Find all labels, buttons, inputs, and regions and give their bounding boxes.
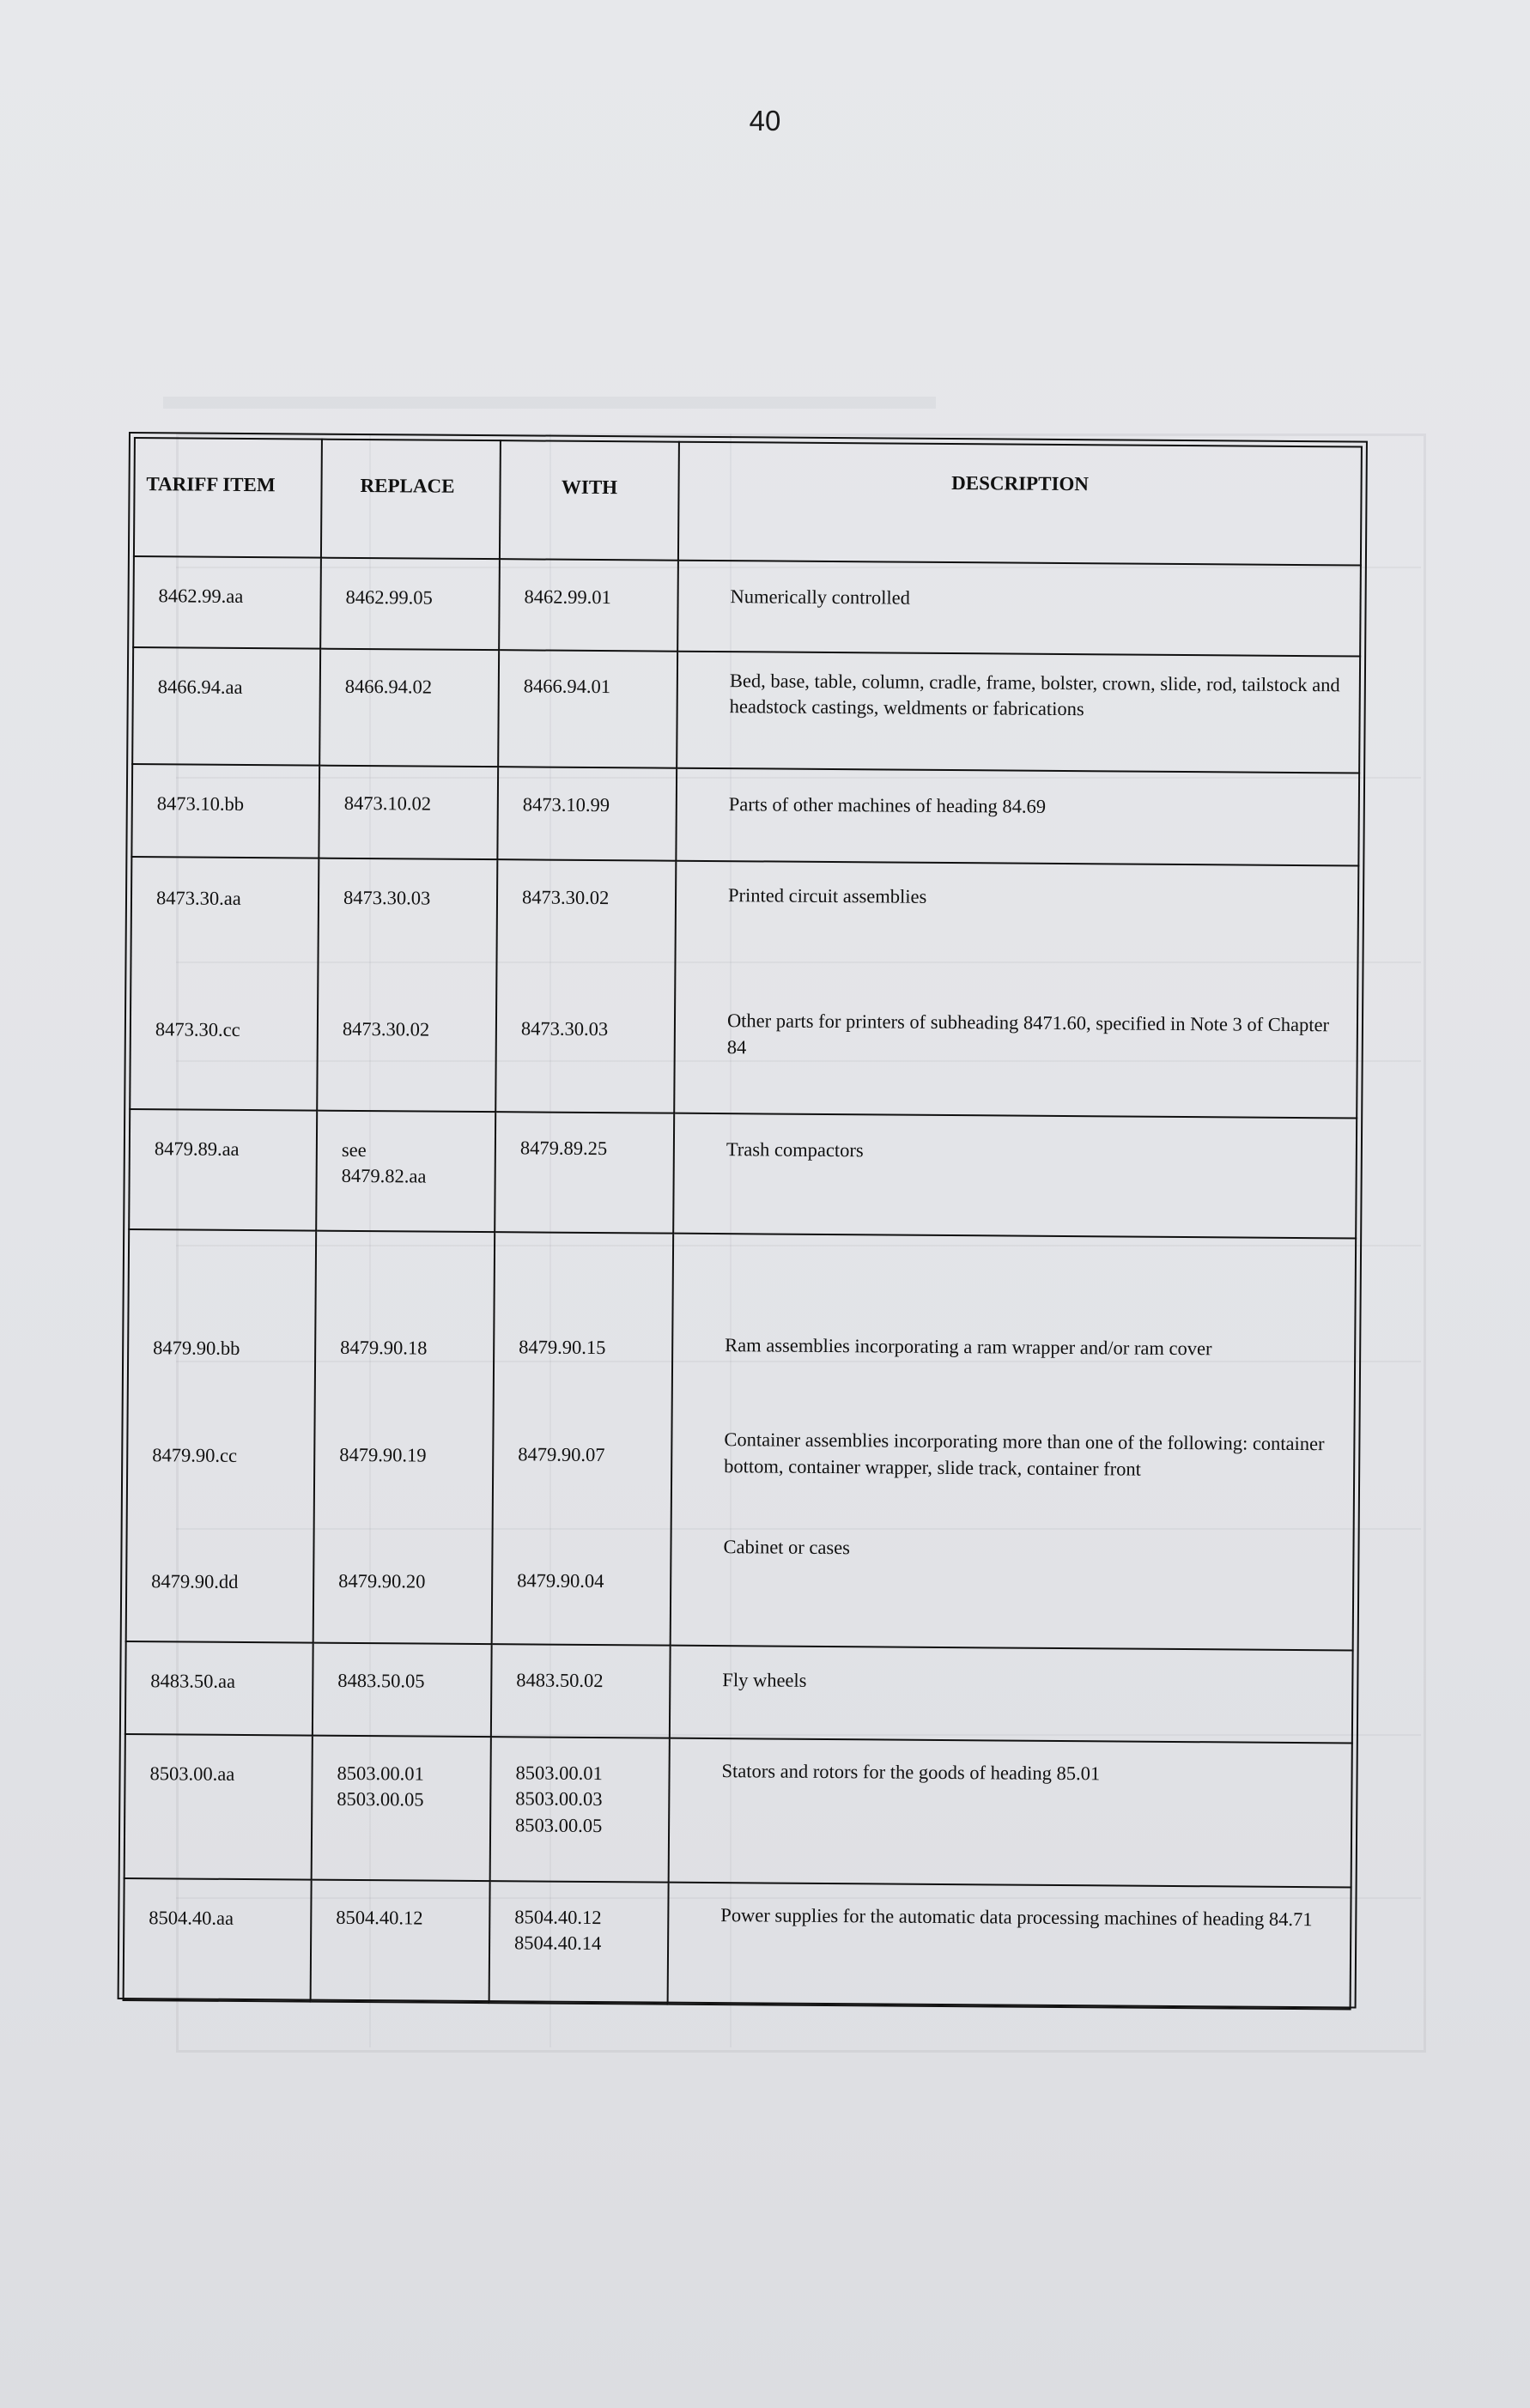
replace-cell: 8504.40.12 [311, 1880, 490, 2004]
header-tariff-item: TARIFF ITEM [134, 438, 322, 558]
tariff-item-cell: 8479.89.aa [129, 1109, 317, 1231]
description-cell: Fly wheels [670, 1646, 1353, 1744]
table-row [124, 1878, 1351, 2009]
table-row [129, 1109, 1357, 1238]
with-cell: 8479.89.25 [495, 1112, 674, 1234]
description-cell: Printed circuit assemblies Other parts for printers of subheading 8471.60, specified in Note 3 of Chapter 84 [674, 861, 1358, 1119]
bleed-through-heading [163, 397, 936, 409]
description-cell: Power supplies for the automatic data processing machines of heading 84.71 [668, 1883, 1351, 2010]
replace-cell: see 8479.82.aa [316, 1111, 495, 1233]
tariff-table-frame [118, 432, 1368, 2009]
tariff-item-cell: 8473.30.aa 8473.30.cc [130, 857, 319, 1111]
table-row-group [130, 857, 1358, 1118]
replace-cell: 8473.30.03 8473.30.02 [317, 858, 497, 1113]
table-row [131, 764, 1359, 865]
tariff-item-cell: 8462.99.aa [133, 556, 321, 649]
table-row [124, 1734, 1352, 1887]
with-cell: 8479.90.15 8479.90.07 8479.90.04 [492, 1232, 674, 1646]
replace-cell: 8462.99.05 [320, 558, 500, 651]
replace-cell: 8466.94.02 [319, 649, 499, 767]
tariff-item-cell: 8503.00.aa [124, 1734, 313, 1880]
tariff-item-cell: 8504.40.aa [124, 1878, 312, 2002]
table-row [125, 1641, 1353, 1743]
tariff-table [123, 437, 1363, 2010]
replace-cell: 8483.50.05 [313, 1643, 492, 1738]
description-cell: Stators and rotors for the goods of heading 85.01 [669, 1738, 1352, 1888]
header-with: WITH [500, 440, 679, 561]
replace-cell: 8479.90.18 8479.90.19 8479.90.20 [313, 1231, 495, 1645]
table-header-row [134, 438, 1362, 565]
tariff-item-cell: 8473.10.bb [131, 764, 319, 858]
description-cell: Ram assemblies incorporating a ram wrapper and/or ram cover Container assemblies incorporating more than one of the following: container bottom, container wrapper, slide track, container front Cabinet or cases [671, 1234, 1356, 1651]
with-cell: 8504.40.12 8504.40.14 [489, 1881, 669, 2005]
header-replace: REPLACE [321, 440, 501, 560]
header-description: DESCRIPTION [678, 442, 1362, 566]
table-row [132, 647, 1360, 773]
description-cell: Trash compactors [673, 1113, 1357, 1239]
replace-cell: 8473.10.02 [319, 766, 498, 860]
tariff-item-cell: 8479.90.bb 8479.90.cc 8479.90.dd [126, 1229, 317, 1643]
with-cell: 8473.30.02 8473.30.03 [495, 859, 676, 1113]
with-cell: 8473.10.99 [497, 767, 677, 861]
with-cell: 8462.99.01 [499, 559, 678, 652]
tariff-item-cell: 8466.94.aa [132, 647, 320, 766]
description-cell: Parts of other machines of heading 84.69 [676, 768, 1359, 866]
table-row [133, 556, 1361, 656]
tariff-item-cell: 8483.50.aa [125, 1641, 313, 1736]
with-cell: 8466.94.01 [498, 650, 677, 768]
description-cell: Numerically controlled [677, 561, 1361, 657]
page-number: 40 [749, 105, 781, 136]
with-cell: 8483.50.02 [491, 1644, 671, 1738]
description-cell: Bed, base, table, column, cradle, frame, bolster, crown, slide, rod, tailstock and headstock castings, weldments or fabrications [677, 652, 1360, 773]
replace-cell: 8503.00.01 8503.00.05 [312, 1736, 491, 1882]
table-row-group [126, 1229, 1356, 1650]
with-cell: 8503.00.01 8503.00.03 8503.00.05 [490, 1737, 670, 1883]
